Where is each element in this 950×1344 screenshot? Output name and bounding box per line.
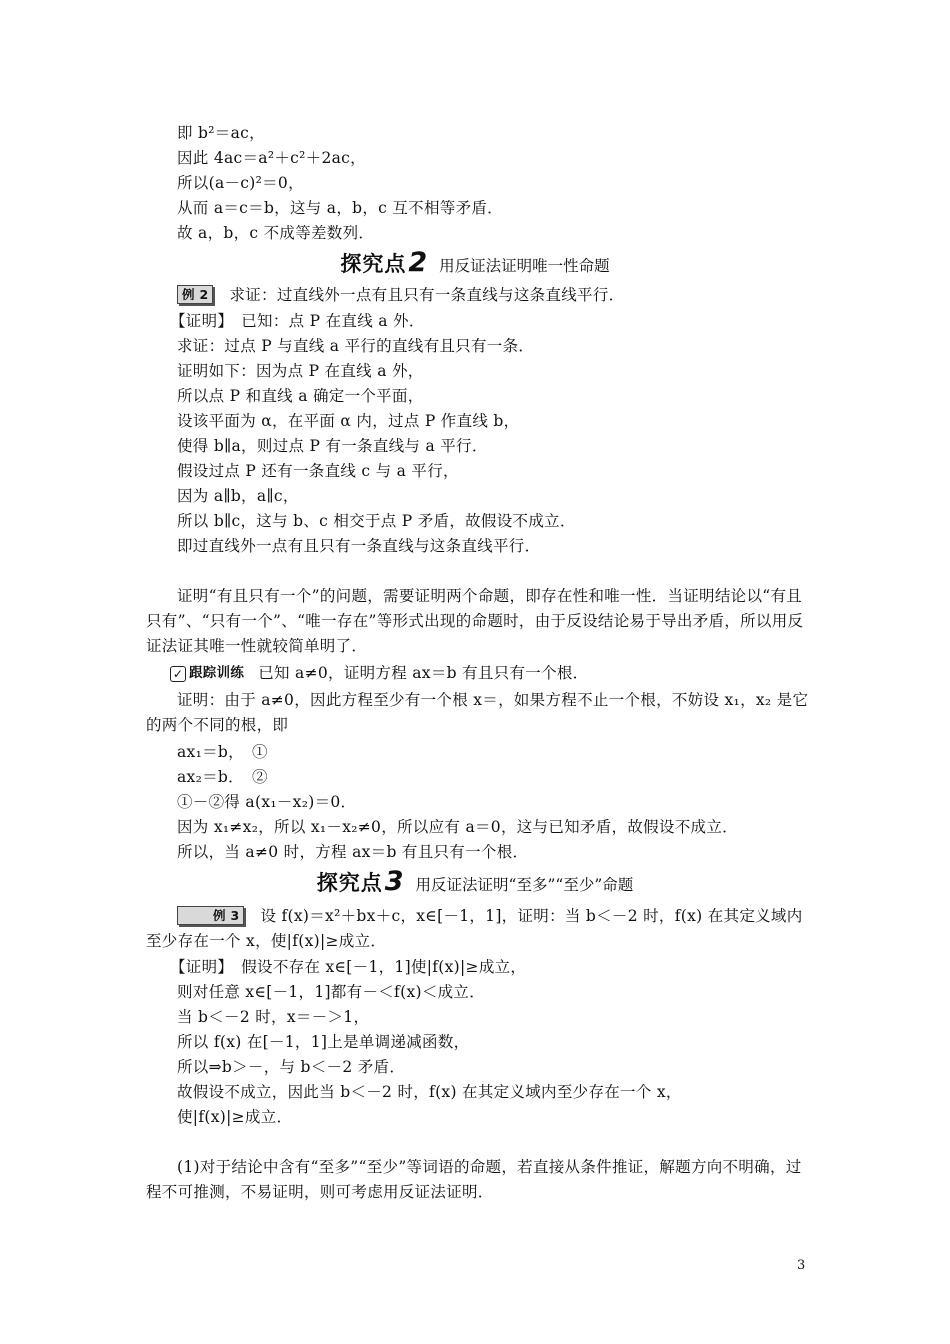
text-line: 故 a，b，c 不成等差数列． <box>177 224 375 242</box>
proof-line: ①－②得 a(x₁－x₂)＝0． <box>177 793 357 811</box>
section-title: 探究点 <box>340 252 407 276</box>
section-heading-3 <box>0 867 950 897</box>
proof-line: 【证明】 假设不存在 x∈[－1，1]使|f(x)|≥成立， <box>170 958 527 976</box>
section-title: 探究点 <box>316 871 383 895</box>
section-subtitle: 用反证法证明“至多”“至少”命题 <box>415 876 634 894</box>
proof-line: 所以，当 a≠0 时，方程 ax＝b 有且只有一个根． <box>177 843 529 861</box>
proof-line: 所以⇒b＞－，与 b＜－2 矛盾． <box>177 1058 406 1076</box>
section-heading-2 <box>0 248 950 278</box>
proof-line: ax₁＝b， ① <box>177 743 268 761</box>
proof-line: 故假设不成立，因此当 b＜－2 时，f(x) 在其定义域内至少存在一个 x， <box>177 1083 682 1101</box>
practice-label <box>170 662 244 684</box>
statement-text: 设 f(x)＝x²＋bx＋c，x∈[－1，1]，证明：当 b＜－2 时，f(x) 在其定义域内至少存在一个 x，使|f(x)|≥成立． <box>146 907 803 950</box>
proof-line: 即过直线外一点有且只有一条直线与这条直线平行． <box>177 537 541 555</box>
practice-intro: 证明：由于 a≠0，因此方程至少有一个根 x＝，如果方程不止一个根，不妨设 x₁，x₂ 是它的两个不同的根，即 <box>146 691 809 734</box>
text-line: 即 b²＝ac， <box>177 124 265 142</box>
example-3-statement <box>146 904 810 954</box>
proof-line: 使|f(x)|≥成立． <box>177 1108 293 1126</box>
proof-line: 假设过点 P 还有一条直线 c 与 a 平行， <box>177 462 459 480</box>
section-number: 3 <box>384 866 404 897</box>
text-line: 因此 4ac＝a²＋c²＋2ac， <box>177 149 366 167</box>
practice-label-text: 跟踪训练 <box>189 665 245 681</box>
statement-text: 求证：过直线外一点有且只有一条直线与这条直线平行． <box>229 286 625 304</box>
proof-line: 因为 a∥b，a∥c， <box>177 487 299 505</box>
method-note: (1)对于结论中含有“至多”“至少”等词语的命题，若直接从条件推证，解题方向不明确，过程不可推测，不易证明，则可考虑用反证法证明． <box>146 1158 802 1201</box>
proof-line: 因为 x₁≠x₂，所以 x₁－x₂≠0，所以应有 a＝0，这与已知矛盾，故假设不成立． <box>177 818 738 836</box>
proof-line: 所以点 P 和直线 a 确定一个平面， <box>177 387 424 405</box>
proof-line: ax₂＝b． ② <box>177 768 268 786</box>
statement-text: 已知 a≠0，证明方程 ax＝b 有且只有一个根． <box>258 664 589 682</box>
proof-line: 使得 b∥a，则过点 P 有一条直线与 a 平行． <box>177 437 488 455</box>
proof-line: 则对任意 x∈[－1，1]都有－＜f(x)＜成立． <box>177 983 486 1001</box>
proof-line: 当 b＜－2 时，x＝－＞1， <box>177 1008 370 1026</box>
example-tag: 例 3 <box>177 906 244 925</box>
section-subtitle: 用反证法证明唯一性命题 <box>439 257 610 275</box>
text-line: 所以(a－c)²＝0， <box>177 174 304 192</box>
section-number: 2 <box>408 247 428 278</box>
proof-line: 设该平面为 α，在平面 α 内，过点 P 作直线 b， <box>177 412 520 430</box>
proof-line: 所以 b∥c，这与 b、c 相交于点 P 矛盾，故假设不成立． <box>177 512 576 530</box>
text-line: 从而 a＝c＝b，这与 a，b，c 互不相等矛盾． <box>177 199 503 217</box>
example-tag: 例 2 <box>177 285 213 304</box>
proof-line: 所以 f(x) 在[－1，1]上是单调递减函数， <box>177 1033 470 1051</box>
example-2-statement <box>177 284 810 308</box>
method-note: 证明“有且只有一个”的问题，需要证明两个命题，即存在性和唯一性．当证明结论以“有且只有”、“只有一个”、“唯一存在”等形式出现的命题时，由于反设结论易于导出矛盾，所以用反证法证其唯一性就较简单明了． <box>146 587 804 655</box>
practice-statement <box>170 662 810 686</box>
page-number: 3 <box>797 1258 806 1273</box>
check-icon: ✓ <box>170 666 186 682</box>
proof-line: 证明如下：因为点 P 在直线 a 外， <box>177 362 424 380</box>
proof-line: 【证明】 已知：点 P 在直线 a 外． <box>170 312 425 330</box>
proof-line: 求证：过点 P 与直线 a 平行的直线有且只有一条． <box>177 337 535 355</box>
